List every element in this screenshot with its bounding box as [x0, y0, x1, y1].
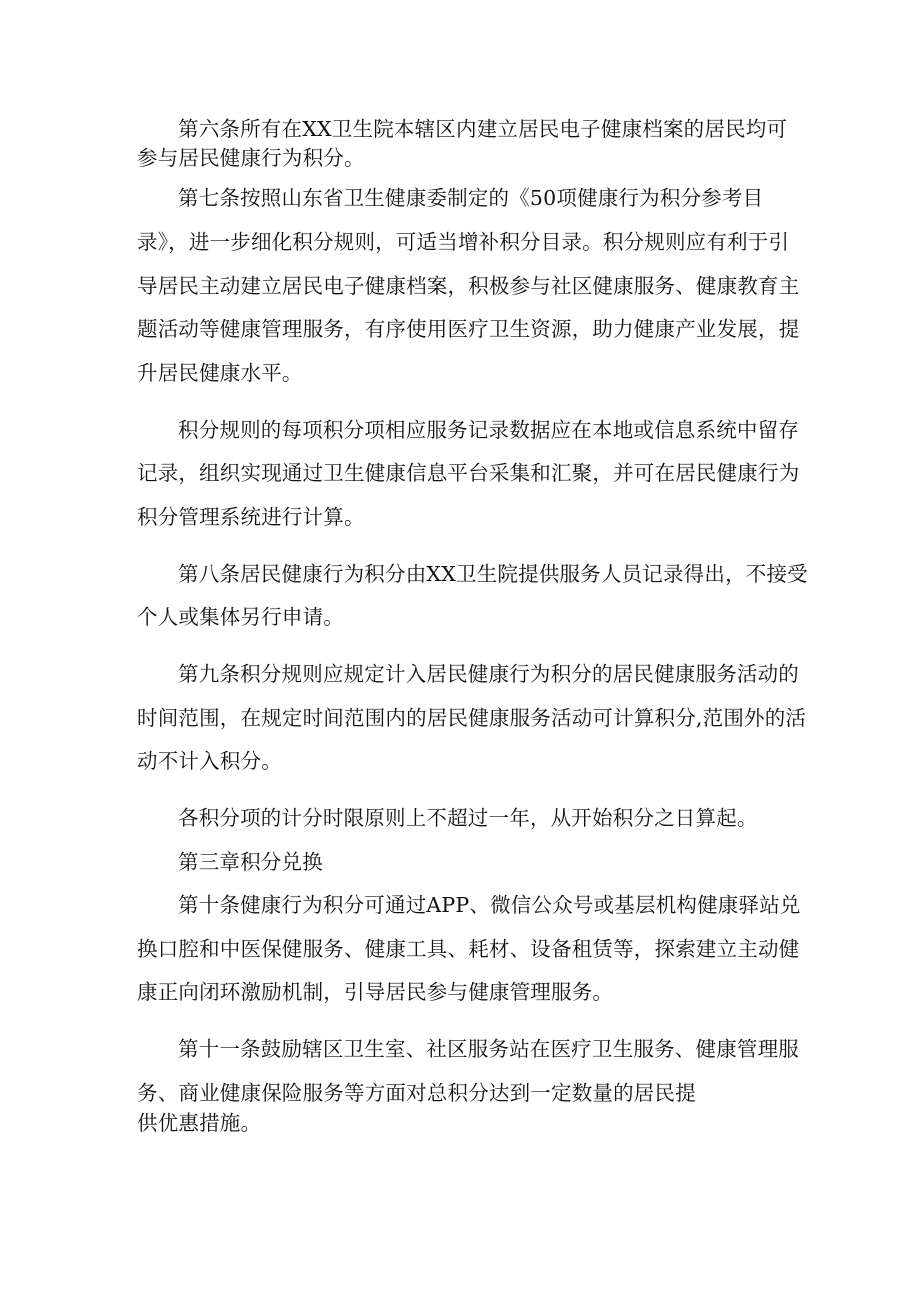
- text-line: 第十一条鼓励辖区卫生室、社区服务站在医疗卫生服务、健康管理服: [178, 1037, 799, 1061]
- text-line: 动不计入积分。: [137, 749, 282, 773]
- text-line: 第七条按照山东省卫生健康委制定的《50项健康行为积分参考目: [178, 186, 764, 210]
- text-line: 个人或集体另行申请。: [137, 605, 344, 629]
- text-line: 康正向闭环激励机制，引导居民参与健康管理服务。: [137, 980, 614, 1004]
- text-line: 换口腔和中医保健服务、健康工具、耗材、设备租赁等，探索建立主动健: [137, 937, 800, 961]
- text-line: 供优惠措施。: [137, 1111, 262, 1135]
- section-heading: 第三章积分兑换: [178, 850, 323, 874]
- text-line: 导居民主动建立居民电子健康档案，积极参与社区健康服务、健康教育主: [137, 274, 800, 298]
- text-line: 各积分项的计分时限原则上不超过一年，从开始积分之日算起。: [178, 806, 758, 830]
- text-line: 题活动等健康管理服务，有序使用医疗卫生资源，助力健康产业发展，提: [137, 317, 800, 341]
- text-line: 务、商业健康保险服务等方面对总积分达到一定数量的居民提: [137, 1081, 696, 1105]
- text-line: 积分规则的每项积分项相应服务记录数据应在本地或信息系统中留存: [178, 418, 799, 442]
- text-line: 第六条所有在XX卫生院本辖区内建立居民电子健康档案的居民均可: [178, 117, 788, 141]
- text-line: 第八条居民健康行为积分由XX卫生院提供服务人员记录得出，不接受: [178, 562, 808, 586]
- text-line: 第九条积分规则应规定计入居民健康行为积分的居民健康服务活动的: [178, 662, 799, 686]
- text-line: 积分管理系统进行计算。: [137, 505, 365, 529]
- text-line: 时间范围，在规定时间范围内的居民健康服务活动可计算积分,范围外的活: [137, 706, 807, 730]
- text-line: 参与居民健康行为积分。: [137, 146, 365, 170]
- text-line: 记录，组织实现通过卫生健康信息平台采集和汇聚，并可在居民健康行为: [137, 461, 800, 485]
- text-line: 升居民健康水平。: [137, 361, 303, 385]
- text-line: 第十条健康行为积分可通过APP、微信公众号或基层机构健康驿站兑: [178, 893, 801, 917]
- text-line: 录》，进一步细化积分规则，可适当增补积分目录。积分规则应有利于引: [137, 230, 790, 254]
